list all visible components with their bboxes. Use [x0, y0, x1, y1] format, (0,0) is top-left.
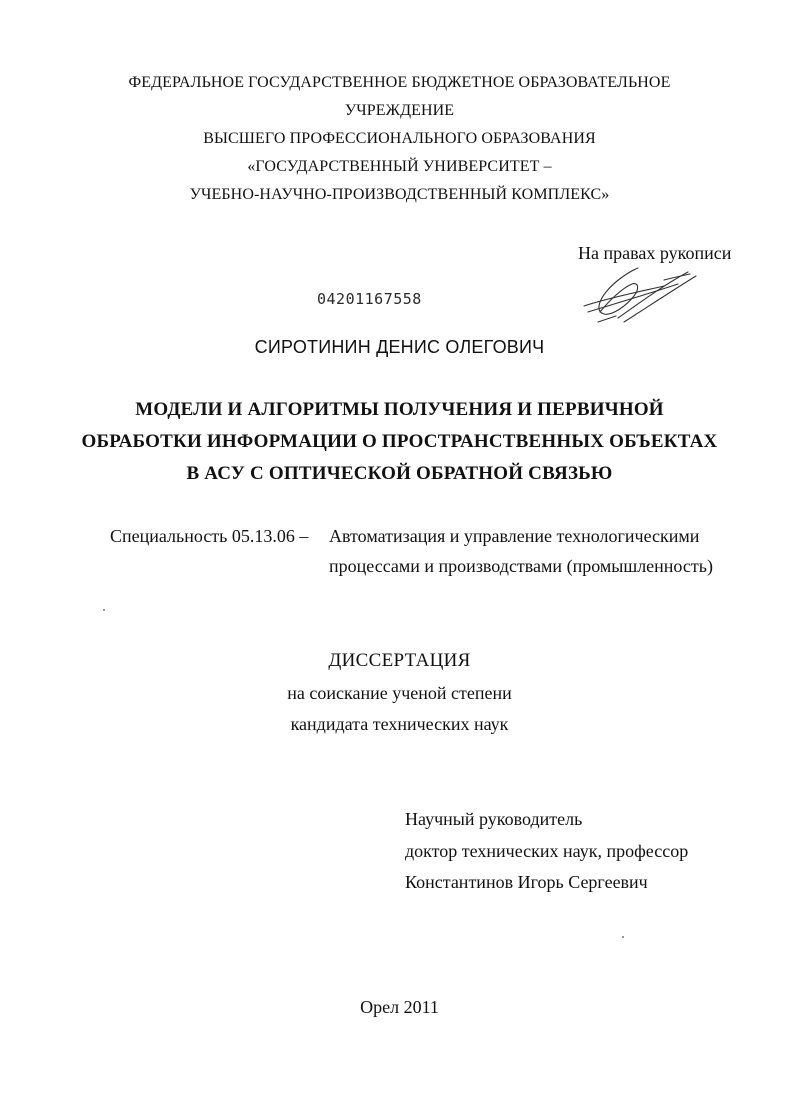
title-line-3: В АСУ С ОПТИЧЕСКОЙ ОБРАТНОЙ СВЯЗЬЮ [186, 463, 613, 484]
specialty-name-line-2: процессами и производствами (промышленность) [329, 556, 713, 576]
dissertation-line-1: на соискание ученой степени [287, 683, 512, 703]
author-name: СИРОТИНИН ДЕНИС ОЛЕГОВИЧ [254, 337, 545, 357]
manuscript-rights-label: На правах рукописи [578, 243, 732, 263]
dissertation-heading: ДИССЕРТАЦИЯ [328, 650, 471, 671]
institution-line-2: УЧРЕЖДЕНИЕ [344, 102, 455, 119]
supervisor-role: Научный руководитель [405, 809, 583, 829]
institution-line-5: УЧЕБНО-НАУЧНО-ПРОИЗВОДСТВЕННЫЙ КОМПЛЕКС» [189, 186, 610, 203]
scan-speck [103, 609, 105, 611]
specialty-name-line-1: Автоматизация и управление технологическими [329, 526, 700, 546]
city-year: Орел 2011 [360, 997, 439, 1017]
title-line-2: ОБРАБОТКИ ИНФОРМАЦИИ О ПРОСТРАНСТВЕННЫХ ОБЪЕКТАХ [81, 431, 718, 452]
institution-line-4: «ГОСУДАРСТВЕННЫЙ УНИВЕРСИТЕТ – [247, 158, 552, 175]
title-line-1: МОДЕЛИ И АЛГОРИТМЫ ПОЛУЧЕНИЯ И ПЕРВИЧНОЙ [135, 399, 664, 420]
dissertation-line-2: кандидата технических наук [290, 714, 509, 734]
specialty-label: Специальность 05.13.06 – [110, 526, 309, 546]
catalog-number: 04201167558 [317, 290, 422, 308]
scan-speck [622, 936, 624, 938]
institution-line-1: ФЕДЕРАЛЬНОЕ ГОСУДАРСТВЕННОЕ БЮДЖЕТНОЕ ОБРАЗОВАТЕЛЬНОЕ [128, 74, 671, 91]
supervisor-name: Константинов Игорь Сергеевич [405, 872, 648, 892]
institution-line-3: ВЫСШЕГО ПРОФЕССИОНАЛЬНОГО ОБРАЗОВАНИЯ [203, 130, 596, 147]
signature-icon [578, 262, 708, 328]
supervisor-degree: доктор технических наук, профессор [405, 841, 689, 861]
